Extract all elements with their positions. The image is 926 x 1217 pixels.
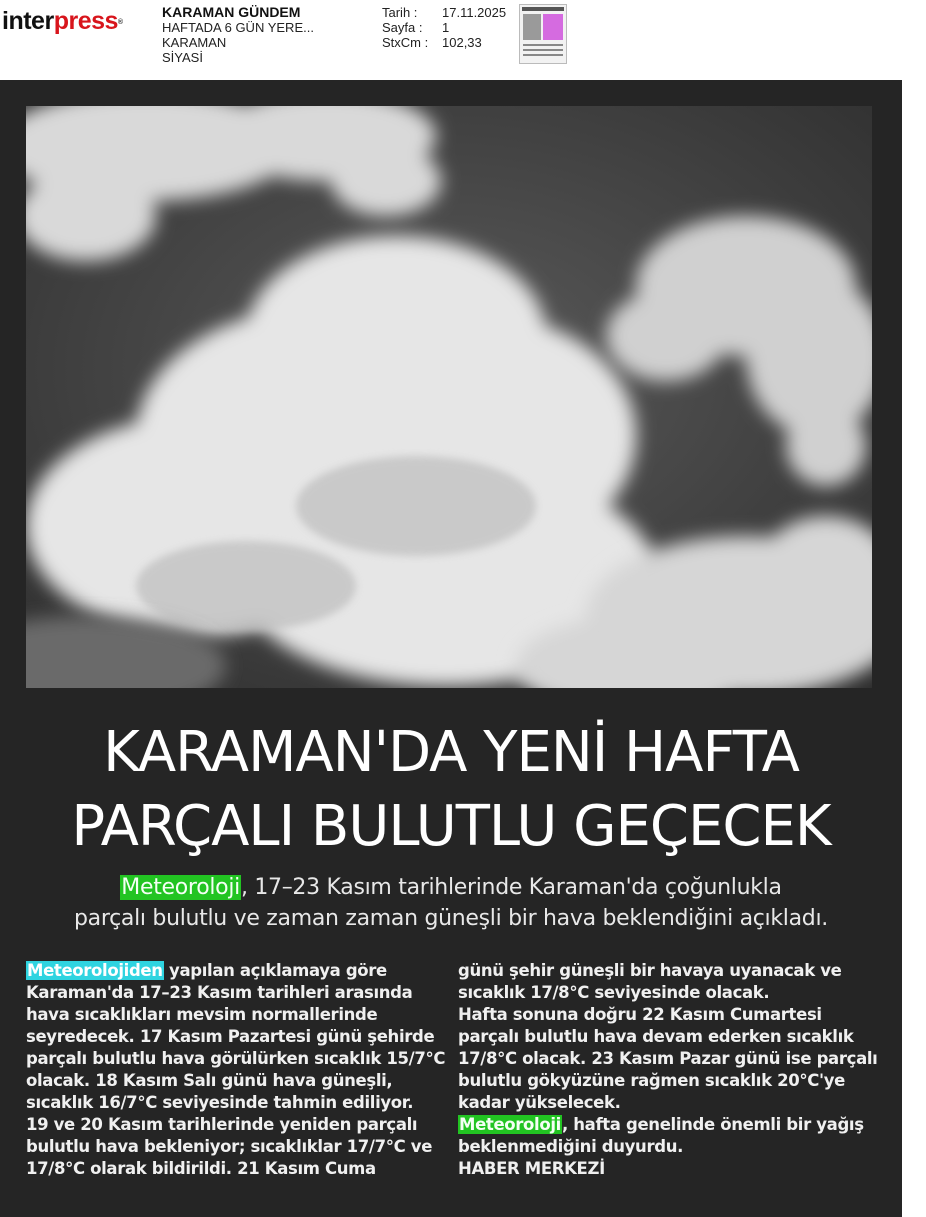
thumbnail-text-line xyxy=(523,49,563,51)
publication-name: KARAMAN GÜNDEM xyxy=(162,4,301,20)
article-panel xyxy=(0,80,902,1217)
article-lead xyxy=(0,872,902,934)
meta-row-page xyxy=(382,20,506,35)
clipping-header xyxy=(0,0,926,80)
paragraph-text: yapılan açıklamaya göre Karaman'da 17–23 Kasım tarihleri arasında hava sıcaklıkları mevsim normallerinde seyredecek. 17 Kasım Pazartesi günü şehirde parçalı bulutlu hava görülürken sıcaklık 15/7°C olacak. 18 Kasım Salı günü hava güneşli, sıcaklık 16/7°C seviyesinde tahmin ediliyor. xyxy=(26,961,446,1112)
page-thumbnail[interactable] xyxy=(519,4,567,64)
thumbnail-photo xyxy=(523,14,541,40)
meta-value: 1 xyxy=(442,20,450,35)
logo-text-inter: inter xyxy=(2,7,54,35)
publication-city: KARAMAN xyxy=(162,35,227,50)
meta-label: Tarih : xyxy=(382,5,418,20)
headline xyxy=(0,716,902,864)
meta-row-date xyxy=(382,5,506,20)
thumbnail-masthead xyxy=(522,7,564,11)
keyword-highlight: Meteoroloji xyxy=(459,1115,561,1134)
cloud-photo-svg xyxy=(26,106,872,688)
interpress-logo xyxy=(2,7,123,35)
registered-mark: ® xyxy=(117,19,123,26)
publication-category: SİYASİ xyxy=(162,50,203,65)
paragraph xyxy=(26,960,446,1114)
thumbnail-ad xyxy=(543,14,563,40)
meta-value: 17.11.2025 xyxy=(442,5,507,20)
publication-info xyxy=(162,5,314,65)
lead-line-1 xyxy=(0,872,902,903)
article-column-right xyxy=(458,960,878,1180)
paragraph-text: , hafta genelinde önemli bir yağış beklenmediğini duyurdu. xyxy=(458,1115,864,1156)
keyword-highlight: Meteorolojiden xyxy=(27,961,163,980)
article-column-left xyxy=(26,960,446,1180)
meta-value: 102,33 xyxy=(442,35,482,50)
thumbnail-text-line xyxy=(523,54,563,56)
clipping-meta xyxy=(382,5,506,50)
publication-frequency: HAFTADA 6 GÜN YERE... xyxy=(162,20,314,35)
logo-text-press: press xyxy=(53,7,118,35)
meta-label: Sayfa : xyxy=(382,20,423,35)
paragraph: 19 ve 20 Kasım tarihlerinde yeniden parçalı bulutlu hava bekleniyor; sıcaklıklar 17/7°C ve 17/8°C olarak bildirildi. 21 Kasım Cuma xyxy=(26,1115,433,1178)
lead-text: , 17–23 Kasım tarihlerinde Karaman'da çoğunlukla xyxy=(240,875,782,900)
byline: HABER MERKEZİ xyxy=(458,1159,605,1178)
headline-line-1: KARAMAN'DA YENİ HAFTA xyxy=(103,720,799,785)
lead-line-2: parçalı bulutlu ve zaman zaman güneşli bir hava beklendiğini açıkladı. xyxy=(74,906,828,931)
keyword-highlight: Meteoroloji xyxy=(121,875,240,900)
meta-label: StxCm : xyxy=(382,35,429,50)
cloud-photo xyxy=(26,106,872,688)
paragraph: günü şehir güneşli bir havaya uyanacak ve sıcaklık 17/8°C seviyesinde olacak. xyxy=(458,961,842,1002)
thumbnail-text-line xyxy=(523,44,563,46)
paragraph: Hafta sonuna doğru 22 Kasım Cumartesi parçalı bulutlu hava devam ederken sıcaklık 17/8°C olacak. 23 Kasım Pazar günü ise parçalı bulutlu gökyüzüne rağmen sıcaklık 20°C'ye kadar yükselecek. xyxy=(458,1005,878,1112)
paragraph xyxy=(458,1114,878,1158)
headline-line-2: PARÇALI BULUTLU GEÇECEK xyxy=(71,794,831,859)
meta-row-stxcm xyxy=(382,35,506,50)
